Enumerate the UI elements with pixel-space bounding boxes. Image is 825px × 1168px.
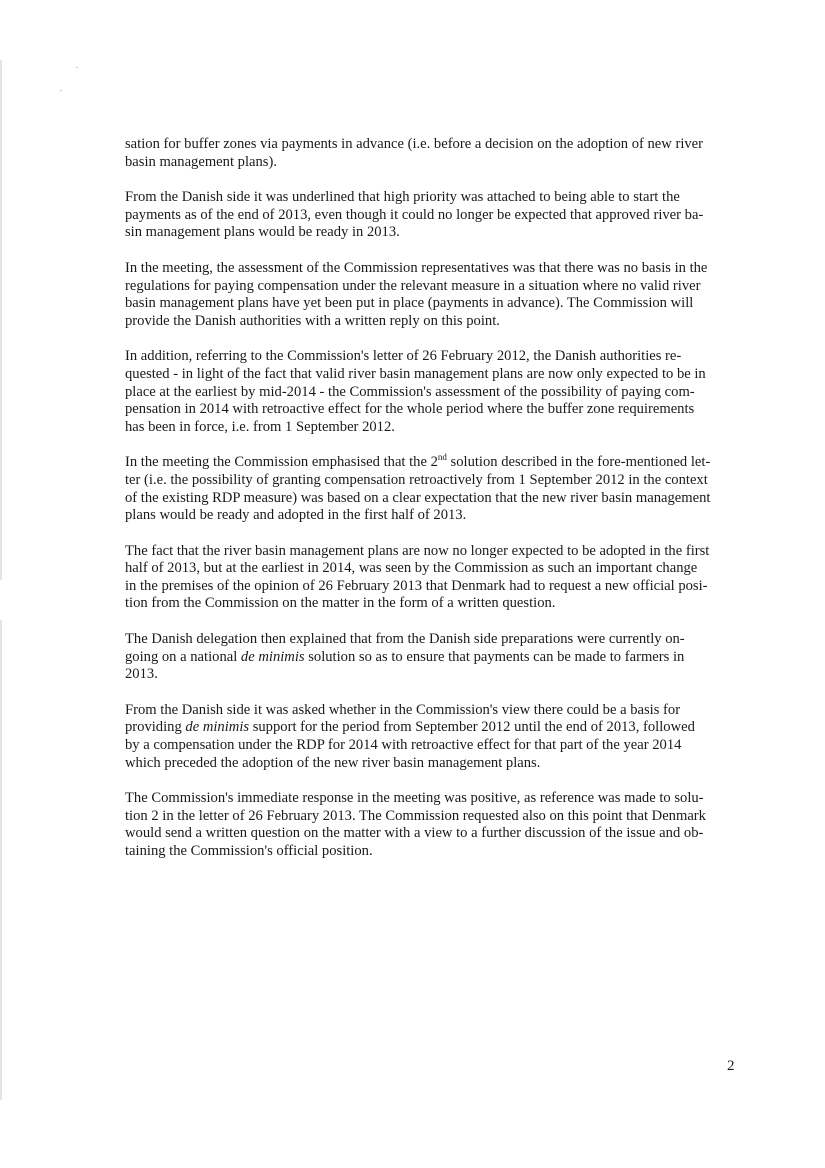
text-run: solution described in the fore-mentioned let- <box>446 454 711 471</box>
text-line: In the meeting, the assessment of the Commission representatives was that there was no basis in the <box>125 259 708 276</box>
text-line: The Danish delegation then explained that from the Danish side preparations were currently on- <box>125 631 685 648</box>
text-line: quested - in light of the fact that valid river basin management plans are now only expected to be in <box>125 365 706 382</box>
document-body <box>125 136 737 879</box>
text-run: support for the period from September 2012 until the end of 2013, followed <box>249 719 695 736</box>
text-line: sin management plans would be ready in 2013. <box>125 224 400 241</box>
paragraph-5 <box>125 454 737 524</box>
text-line: place at the earliest by mid-2014 - the Commission's assessment of the possibility of paying com- <box>125 383 695 400</box>
text-line: From the Danish side it was underlined that high priority was attached to being able to start the <box>125 189 680 206</box>
superscript-ordinal: nd <box>437 452 447 463</box>
text-line: From the Danish side it was asked whether in the Commission's view there could be a basis for <box>125 701 681 718</box>
text-line: tion 2 in the letter of 26 February 2013. The Commission requested also on this point that Denmark <box>125 807 706 824</box>
text-line: would send a written question on the matter with a view to a further discussion of the issue and ob- <box>125 825 704 842</box>
text-line <box>125 719 737 737</box>
text-line: by a compensation under the RDP for 2014 with retroactive effect for that part of the year 2014 <box>125 737 682 754</box>
text-line: has been in force, i.e. from 1 September 2012. <box>125 418 395 435</box>
scan-edge-shadow-lower <box>0 620 2 1100</box>
scan-edge-shadow <box>0 60 2 580</box>
text-line <box>125 454 737 472</box>
text-line: in the premises of the opinion of 26 February 2013 that Denmark had to request a new official posi- <box>125 577 708 594</box>
paragraph-9 <box>125 790 737 860</box>
text-line: basin management plans). <box>125 153 277 170</box>
text-line: which preceded the adoption of the new river basin management plans. <box>125 754 541 771</box>
text-line: provide the Danish authorities with a written reply on this point. <box>125 312 500 329</box>
page-number: 2 <box>727 1058 735 1074</box>
text-line: ter (i.e. the possibility of granting compensation retroactively from 1 September 2012 in the context <box>125 471 708 488</box>
paragraph-4 <box>125 348 737 436</box>
paragraph-3 <box>125 260 737 330</box>
text-line: tion from the Commission on the matter in the form of a written question. <box>125 595 556 612</box>
text-run: solution so as to ensure that payments can be made to farmers in <box>304 648 685 665</box>
text-line: plans would be ready and adopted in the first half of 2013. <box>125 507 467 524</box>
paragraph-8 <box>125 702 737 772</box>
text-line: of the existing RDP measure) was based on a clear expectation that the new river basin management <box>125 489 711 506</box>
text-line: pensation in 2014 with retroactive effect for the whole period where the buffer zone requirements <box>125 401 695 418</box>
text-line <box>125 649 737 667</box>
text-line: The Commission's immediate response in the meeting was positive, as reference was made to solu- <box>125 790 704 807</box>
text-line: half of 2013, but at the earliest in 2014, was seen by the Commission as such an important change <box>125 560 698 577</box>
text-line: 2013. <box>125 666 158 683</box>
text-line: payments as of the end of 2013, even though it could no longer be expected that approved river ba- <box>125 206 704 223</box>
paragraph-1 <box>125 136 737 171</box>
scan-speck <box>76 67 78 68</box>
paragraph-6 <box>125 543 737 613</box>
text-line: sation for buffer zones via payments in advance (i.e. before a decision on the adoption of new river <box>125 136 704 152</box>
text-run: going on a national <box>125 648 241 665</box>
text-line: basin management plans have yet been put in place (payments in advance). The Commission will <box>125 295 694 312</box>
italic-term: de minimis <box>240 648 305 665</box>
paragraph-2 <box>125 189 737 242</box>
text-line: taining the Commission's official position. <box>125 843 373 859</box>
text-run: In the meeting the Commission emphasised that the 2 <box>125 454 438 471</box>
scan-speck <box>60 90 62 91</box>
text-line: In addition, referring to the Commission's letter of 26 February 2012, the Danish authorities re- <box>125 348 682 365</box>
text-run: providing <box>125 719 186 736</box>
text-line: regulations for paying compensation under the relevant measure in a situation where no valid river <box>125 277 701 294</box>
paragraph-7 <box>125 631 737 684</box>
italic-term: de minimis <box>185 719 250 736</box>
text-line: The fact that the river basin management plans are now no longer expected to be adopted in the first <box>125 542 710 559</box>
